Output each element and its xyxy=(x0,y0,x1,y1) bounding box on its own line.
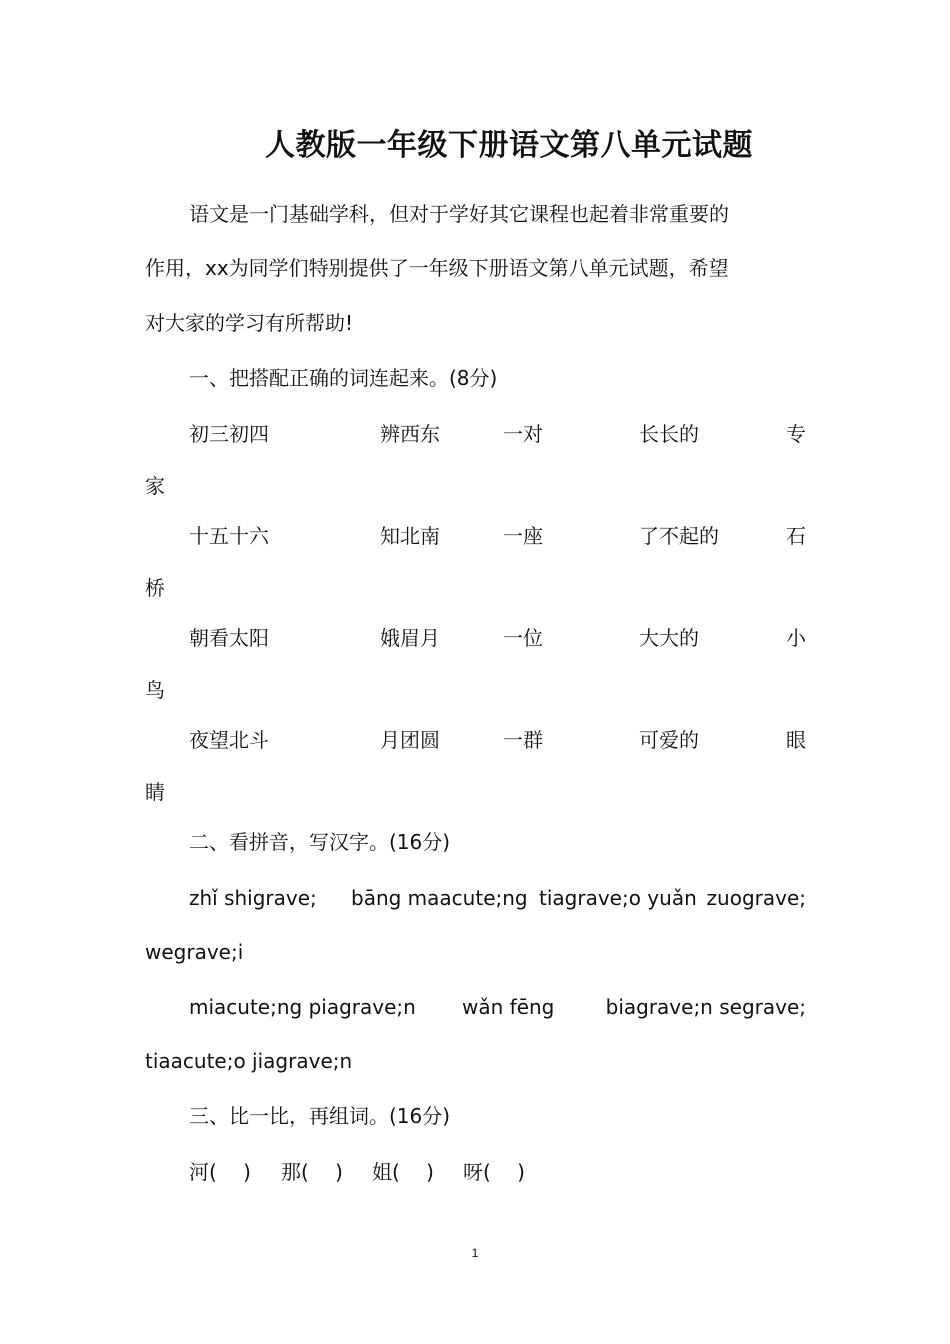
pinyin-item: zuograve; xyxy=(706,886,806,910)
match-row xyxy=(189,418,806,450)
section1-heading: 一、把搭配正确的词连起来。(8分) xyxy=(189,366,498,390)
match-phrase: 初三初四 xyxy=(189,422,269,446)
match-phrase: 十五十六 xyxy=(189,524,269,548)
compare-item: 河( ) xyxy=(189,1160,251,1184)
pinyin-item: zhǐ shigrave; xyxy=(189,886,317,910)
pinyin-row xyxy=(189,882,806,914)
match-phrase: 知北南 xyxy=(380,524,440,548)
pinyin-row-wrap: wegrave;i xyxy=(145,940,244,964)
match-phrase: 可爱的 xyxy=(639,728,699,752)
pinyin-item: miacute;ng piagrave;n xyxy=(189,995,416,1019)
pinyin-item: wǎn fēng xyxy=(462,995,555,1019)
page-number: 1 xyxy=(471,1246,479,1260)
pinyin-item: tiagrave;o yuǎn xyxy=(539,886,697,910)
match-phrase: 朝看太阳 xyxy=(189,626,269,650)
intro-line-2: 作用，xx为同学们特别提供了一年级下册语文第八单元试题，希望 xyxy=(145,256,729,280)
match-phrase: 辨西东 xyxy=(380,422,440,446)
match-row-wrap: 睛 xyxy=(145,780,165,804)
match-phrase: 眼 xyxy=(786,728,806,752)
match-row xyxy=(189,724,806,756)
match-row-wrap: 家 xyxy=(145,474,165,498)
intro-line-3: 对大家的学习有所帮助! xyxy=(145,311,354,335)
pinyin-item: biagrave;n segrave; xyxy=(605,995,806,1019)
match-phrase: 月团圆 xyxy=(380,728,440,752)
section3-heading: 三、比一比，再组词。(16分) xyxy=(189,1104,451,1128)
section2-heading: 二、看拼音，写汉字。(16分) xyxy=(189,830,451,854)
pinyin-item: bāng maacute;ng xyxy=(351,886,528,910)
match-phrase: 小 xyxy=(786,626,806,650)
match-phrase: 大大的 xyxy=(639,626,699,650)
match-phrase: 一群 xyxy=(503,728,543,752)
pinyin-row-wrap: tiaacute;o jiagrave;n xyxy=(145,1049,353,1073)
compare-row xyxy=(189,1156,806,1188)
match-row-wrap: 鸟 xyxy=(145,678,165,702)
match-phrase: 长长的 xyxy=(639,422,699,446)
match-phrase: 一座 xyxy=(503,524,543,548)
match-phrase: 一位 xyxy=(503,626,543,650)
document-title: 人教版一年级下册语文第八单元试题 xyxy=(265,128,753,163)
match-phrase: 娥眉月 xyxy=(380,626,440,650)
compare-item: 那( ) xyxy=(281,1160,343,1184)
match-row xyxy=(189,520,806,552)
intro-line-1: 语文是一门基础学科，但对于学好其它课程也起着非常重要的 xyxy=(189,202,729,226)
match-phrase: 石 xyxy=(786,524,806,548)
match-row xyxy=(189,622,806,654)
compare-item: 呀( ) xyxy=(463,1160,525,1184)
match-phrase: 一对 xyxy=(503,422,543,446)
match-row-wrap: 桥 xyxy=(145,576,165,600)
pinyin-row xyxy=(189,991,806,1023)
match-phrase: 了不起的 xyxy=(639,524,719,548)
compare-item: 姐( ) xyxy=(372,1160,434,1184)
match-phrase: 专 xyxy=(786,422,806,446)
match-phrase: 夜望北斗 xyxy=(189,728,269,752)
